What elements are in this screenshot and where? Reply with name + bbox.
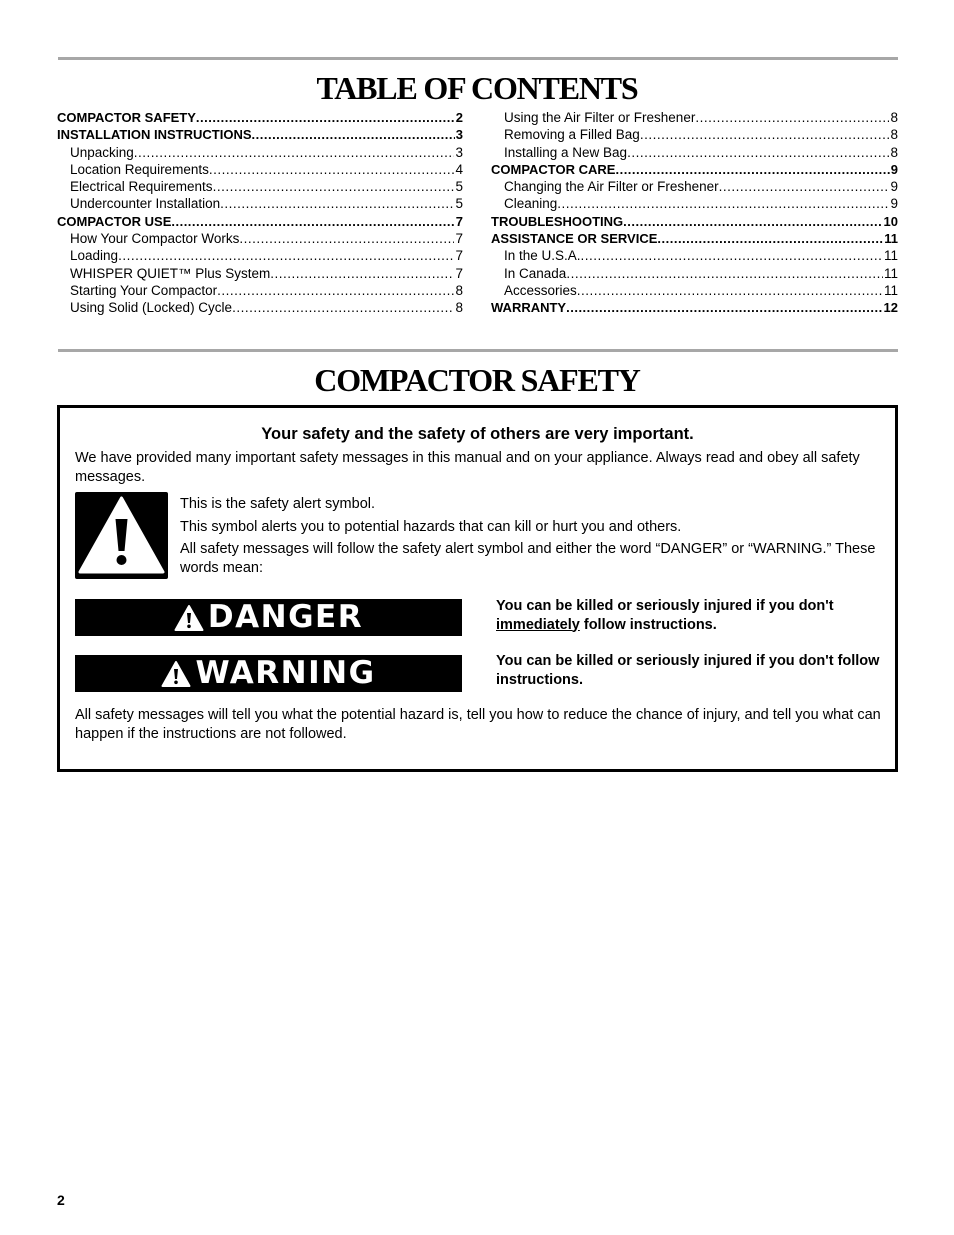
toc-entry-label: Unpacking [70, 144, 134, 160]
toc-entry-page: 5 [455, 196, 463, 212]
toc-entry-page: 11 [883, 282, 898, 298]
toc-left-column [57, 110, 463, 318]
toc-entry[interactable] [491, 283, 898, 300]
toc-leader-dots [719, 179, 890, 194]
toc-entry[interactable] [491, 214, 898, 231]
toc-entry-page: 2 [455, 110, 463, 125]
toc-entry[interactable] [57, 283, 463, 300]
toc-leader-dots [566, 266, 883, 281]
toc-entry-label: Electrical Requirements [70, 179, 213, 195]
toc-entry[interactable] [491, 196, 898, 213]
page-number: 2 [57, 1192, 65, 1208]
toc-entry-page: 9 [890, 196, 898, 212]
toc-leader-dots [134, 145, 455, 160]
toc-entry[interactable] [57, 145, 463, 162]
toc-entry[interactable] [57, 214, 463, 231]
toc-entry-page: 8 [890, 110, 898, 125]
toc-entry-label: How Your Compactor Works [70, 231, 240, 247]
warning-banner [75, 655, 462, 692]
warning-triangle-icon [75, 492, 168, 579]
toc-leader-dots [196, 110, 455, 125]
toc-entry-label: Accessories [504, 282, 577, 298]
toc-leader-dots [270, 266, 454, 281]
toc-entry-label: Installing a New Bag [504, 144, 628, 160]
toc-entry-page: 7 [455, 248, 463, 264]
warning-text: You can be killed or seriously injured if you don't follow instructions. [496, 653, 880, 688]
toc-leader-dots [566, 300, 882, 315]
toc-entry-label: COMPACTOR SAFETY [57, 110, 196, 125]
toc-entry-page: 11 [884, 231, 898, 247]
warning-word: WARNING [195, 655, 376, 691]
toc-leader-dots [627, 145, 889, 160]
toc-entry-page: 8 [455, 282, 463, 298]
toc-entry-page: 8 [890, 127, 898, 143]
toc-entry[interactable] [57, 196, 463, 213]
alert-line-1: This is the safety alert symbol. [180, 496, 376, 512]
toc-entry-label: COMPACTOR CARE [491, 161, 616, 177]
toc-leader-dots [171, 214, 454, 229]
toc-entry-page: 8 [890, 144, 898, 160]
toc-entry-label: WHISPER QUIET™ Plus System [70, 265, 271, 281]
danger-text-before: You can be killed or seriously injured if you don't [496, 598, 834, 614]
toc-entry-page: 12 [883, 300, 898, 316]
toc-leader-dots [695, 110, 889, 125]
toc-entry-page: 7 [455, 213, 463, 229]
toc-leader-dots [640, 127, 890, 142]
toc-entry[interactable] [57, 179, 463, 196]
toc-entry[interactable] [57, 127, 463, 144]
toc-leader-dots [623, 214, 882, 229]
toc-entry-label: Starting Your Compactor [70, 282, 218, 298]
toc-entry-label: Loading [70, 248, 119, 264]
toc-entry-page: 7 [455, 265, 463, 281]
toc-entry-label: Using Solid (Locked) Cycle [70, 300, 233, 316]
alert-explanation [180, 495, 880, 581]
danger-text-after: follow instructions. [583, 616, 717, 633]
toc-entry-page: 5 [455, 179, 463, 195]
safety-closing: All safety messages will tell you what the potential hazard is, tell you how to reduce the chance of injury, and tell you what can happen if the instructions are not followed. [75, 707, 881, 742]
section-divider [58, 349, 898, 352]
safety-intro: We have provided many important safety messages in this manual and on your appliance. Always read and obey all safety messages. [75, 450, 860, 485]
toc-entry-label: ASSISTANCE OR SERVICE [491, 231, 658, 247]
toc-entry[interactable] [491, 248, 898, 265]
alert-line-2: This symbol alerts you to potential hazards that can kill or hurt you and others. [180, 518, 682, 535]
toc-leader-dots [232, 300, 454, 315]
toc-entry-page: 4 [455, 161, 463, 177]
toc-entry[interactable] [491, 162, 898, 179]
toc-entry-page: 3 [455, 127, 463, 143]
danger-text [496, 597, 886, 634]
toc-entry-label: Removing a Filled Bag [504, 127, 640, 143]
toc-entry-label: WARRANTY [491, 300, 567, 316]
toc-entry-page: 10 [883, 213, 898, 229]
toc-entry[interactable] [491, 110, 898, 127]
toc-leader-dots [213, 179, 455, 194]
top-divider [58, 57, 898, 60]
toc-entry[interactable] [57, 231, 463, 248]
toc-entry-page: 11 [883, 248, 898, 264]
toc-entry-label: Using the Air Filter or Freshener [504, 110, 696, 125]
toc-entry-page: 9 [890, 161, 898, 177]
toc-entry-label: INSTALLATION INSTRUCTIONS [57, 127, 252, 143]
toc-entry[interactable] [57, 110, 463, 127]
toc-entry[interactable] [491, 300, 898, 317]
toc-entry-page: 9 [890, 179, 898, 195]
toc-entry[interactable] [57, 248, 463, 265]
toc-entry-label: COMPACTOR USE [57, 213, 172, 229]
toc-leader-dots [581, 248, 883, 263]
danger-word: DANGER [207, 599, 364, 635]
safety-heading: Your safety and the safety of others are very important. [261, 425, 694, 443]
toc-entry[interactable] [491, 145, 898, 162]
toc-leader-dots [220, 196, 454, 211]
toc-leader-dots [118, 248, 454, 263]
toc-right-column [491, 110, 898, 318]
toc-entry-page: 8 [455, 300, 463, 316]
warning-triangle-icon [174, 604, 204, 632]
danger-banner [75, 599, 462, 636]
danger-text-emph: immediately [496, 616, 580, 633]
toc-entry-label: Location Requirements [70, 161, 209, 177]
toc-entry-label: Cleaning [504, 196, 558, 212]
alert-line-3: All safety messages will follow the safety alert symbol and either the word “DANGER” or “WARNING.” These words mean: [180, 541, 876, 576]
toc-leader-dots [217, 283, 454, 298]
safety-box [57, 405, 898, 772]
toc-leader-dots [209, 162, 455, 177]
toc-entry-label: Changing the Air Filter or Freshener [504, 179, 719, 195]
toc-entry-label: TROUBLESHOOTING [491, 213, 624, 229]
toc-entry[interactable] [57, 162, 463, 179]
toc-leader-dots [239, 231, 454, 246]
safety-alert-symbol [75, 492, 168, 579]
toc-leader-dots [615, 162, 889, 177]
warning-triangle-icon [161, 660, 191, 688]
toc-entry[interactable] [491, 231, 898, 248]
toc-entry-label: In the U.S.A. [504, 248, 581, 264]
section-title: COMPACTOR SAFETY [314, 362, 640, 398]
toc-entry[interactable] [491, 127, 898, 144]
toc-entry-page: 7 [455, 231, 463, 247]
toc-leader-dots [557, 196, 889, 211]
toc-entry-page: 11 [883, 265, 898, 281]
toc-entry[interactable] [491, 266, 898, 283]
toc-leader-dots [252, 127, 455, 142]
toc-leader-dots [657, 231, 883, 246]
toc-title: TABLE OF CONTENTS [316, 70, 638, 106]
toc-entry-label: Undercounter Installation [70, 196, 221, 212]
toc-leader-dots [577, 283, 883, 298]
toc-entry[interactable] [57, 300, 463, 317]
toc-entry[interactable] [491, 179, 898, 196]
toc-entry[interactable] [57, 266, 463, 283]
toc-entry-page: 3 [455, 144, 463, 160]
toc-entry-label: In Canada [504, 265, 567, 281]
